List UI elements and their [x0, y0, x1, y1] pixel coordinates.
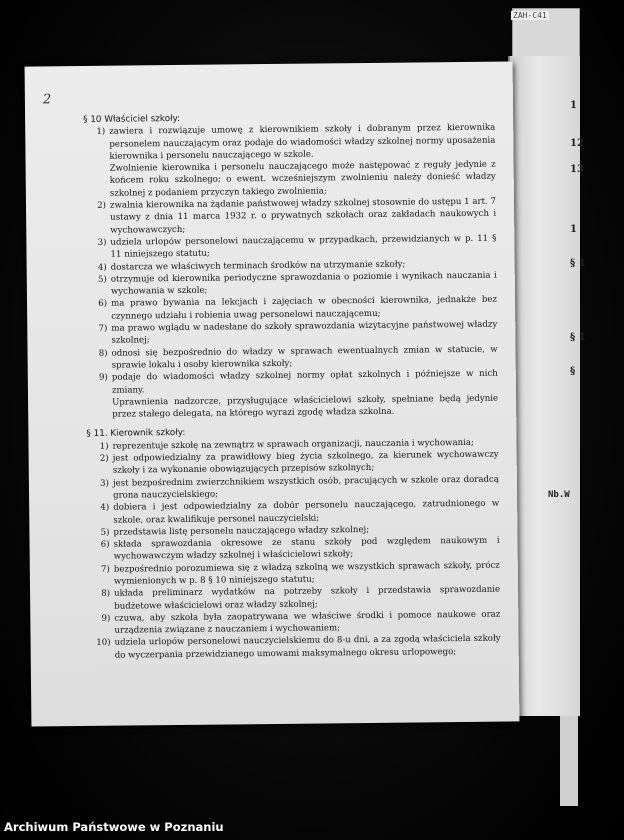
list-item — [84, 196, 496, 237]
item-number: 5) — [100, 527, 110, 538]
side-note: Nb.W — [548, 490, 570, 500]
archive-footer-label: Archiwum Państwowe w Poznaniu — [4, 820, 224, 834]
item-text: jest bezpośrednim zwierzchnikiem wszystkich osób, pracujących w szkole oraz doradcą grona nauczycielskiego; — [112, 474, 499, 501]
item-number: 5) — [97, 274, 107, 285]
item-text: dostarcza we właściwych terminach środków na utrzymanie szkoły; — [110, 259, 406, 273]
section-11-heading: § 11. Kierownik szkoły: — [86, 428, 186, 440]
item-number: 2) — [99, 453, 109, 464]
section-11 — [86, 424, 500, 662]
back-page-tab — [512, 8, 580, 60]
back-page — [508, 56, 580, 716]
item-number: 1) — [96, 127, 106, 138]
item-number: 1) — [99, 441, 109, 452]
back-page-mark: § 1 — [570, 258, 586, 269]
item-number: 2) — [97, 200, 107, 211]
item-number: 3) — [100, 478, 109, 489]
item-number: 3) — [97, 237, 107, 248]
item-text: Zwolnienie kierownika i personelu nauczającego może następować z reguły jedynie z końcem roku szkolnego; o ewent. wcześniejszym zwolnieniu należy donieść władzy szkolnej z podaniem przyczyn takiego zwolnienia; — [109, 159, 496, 199]
item-text: jest odpowiedzialny za prawidłowy bieg życia szkolnego, za kierunek wychowawczy szkoły i za wykonanie obowiązujących przepisów szkolnych; — [112, 449, 499, 476]
page-number: 2 — [42, 92, 52, 108]
item-number: 7) — [98, 323, 108, 334]
document-content — [83, 110, 501, 669]
item-number: 6) — [98, 299, 108, 310]
item-number: 9) — [101, 613, 111, 624]
item-text: udziela urlopów personelowi nauczającemu w przypadkach, przewidzianych w p. 11 § 11 niniejszego statutu; — [110, 233, 497, 260]
item-number: 7) — [100, 564, 110, 575]
item-text: odnosi się bezpośrednio do władzy w sprawach ewentualnych zmian w statucie, w sprawie lokalu i osoby kierownika szkoły; — [111, 344, 498, 371]
list-item — [89, 633, 501, 662]
section-10-closing: Uprawnienia nadzorcze, przysługujące właścicielowi szkoły, spełniane będą jedynie przez stałego delegata, na którego wyrazi zgodę władza szkolna. — [112, 393, 499, 420]
item-number: 6) — [100, 539, 110, 550]
item-text: czuwa, aby szkoła była zaopatrywana we właściwe środki i pomoce naukowe oraz urządzenia związane z nauczaniem i wychowaniem; — [114, 609, 501, 636]
item-text: dobiera i jest odpowiedzialny za dobór personelu nauczającego, zatrudnionego w szkole, oraz kwalifikuje personel nauczycielski; — [113, 498, 500, 526]
item-text: ma prawo wglądu w nadesłane do szkoły sprawozdania wizytacyjne państwowej władzy szkolnej; — [111, 319, 498, 347]
back-page-mark: 1 — [570, 224, 577, 235]
item-text: zwalnia kierownika na żądanie państwowej władzy szkolnej stosownie do ustępu 1 art. 7 ustawy z dnia 11 marca 1932 r. o prywatnych szkołach oraz zakładach naukowych i wychowawczych; — [109, 196, 497, 236]
item-number: 10) — [96, 638, 111, 649]
item-number: 8) — [101, 588, 111, 600]
item-text: udziela urlopów personelowi nauczycielskiemu do 8-u dni, a za zgodą właściciela szkoły do wyczerpania przewidzianego umowami maksymalnego okresu urlopowego; — [114, 634, 501, 661]
section-10-heading: § 10 Właściciel szkoły: — [83, 113, 181, 125]
document-page — [25, 61, 520, 726]
item-text: składa sprawozdania okresowe ze stanu szkoły pod względem naukowym i wychowawczym władzy szkolnej i właścicielowi szkoły; — [113, 535, 500, 563]
item-number: 9) — [98, 372, 108, 384]
item-text: przedstawia listę personelu nauczającego władzy szkolnej; — [113, 524, 370, 538]
back-page-strip — [560, 716, 578, 806]
item-text: podaje do wiadomości władzy szkolnej normy opłat szkolnych i późniejsze w nich zmiany. — [111, 368, 498, 396]
back-page-mark: 1 — [570, 100, 577, 111]
back-page-mark: § 1 — [570, 332, 586, 343]
item-number: 8) — [98, 348, 108, 359]
archive-stamp: ZAH-C41 — [513, 11, 547, 20]
section-10 — [83, 110, 498, 422]
item-number — [90, 163, 110, 200]
back-page-mark: 13 — [570, 164, 584, 175]
list-item — [84, 159, 496, 200]
item-number: 4) — [97, 262, 107, 273]
item-text: bezpośrednio porozumiewa się z władzą szkolną we wszystkich sprawach szkoły, prócz wymienionych w p. 8 § 10 niniejszego statutu; — [113, 560, 500, 587]
item-text: otrzymuje od kierownika periodyczne sprawozdania o poziomie i wynikach nauczania i wychowania w szkole; — [110, 270, 497, 297]
item-text: zawiera i rozwiązuje umowę z kierownikiem szkoły i dobranym przez kierownika personelem nauczającym oraz podaje do wiadomości władzy szkolnej normy uposażenia kierownika i personelu nauczającego w szkole. — [109, 122, 496, 162]
item-text: reprezentuje szkołę na zewnątrz w sprawach organizacji, nauczania i wychowania; — [112, 437, 474, 452]
back-page-mark: 12 — [570, 138, 584, 149]
item-text: układa preliminarz wydatków na potrzeby szkoły i przedstawia sprawozdanie budżetowe właścicielowi oraz władzy szkolnej; — [114, 584, 501, 612]
list-item — [83, 122, 495, 163]
item-text: ma prawo bywania na lekcjach i zajęciach w obecności kierownika, jednakże bez czynnego udziału i robienia uwag personelowi nauczającemu; — [110, 295, 498, 322]
item-number: 4) — [100, 502, 110, 514]
back-page-mark: § — [570, 366, 576, 377]
